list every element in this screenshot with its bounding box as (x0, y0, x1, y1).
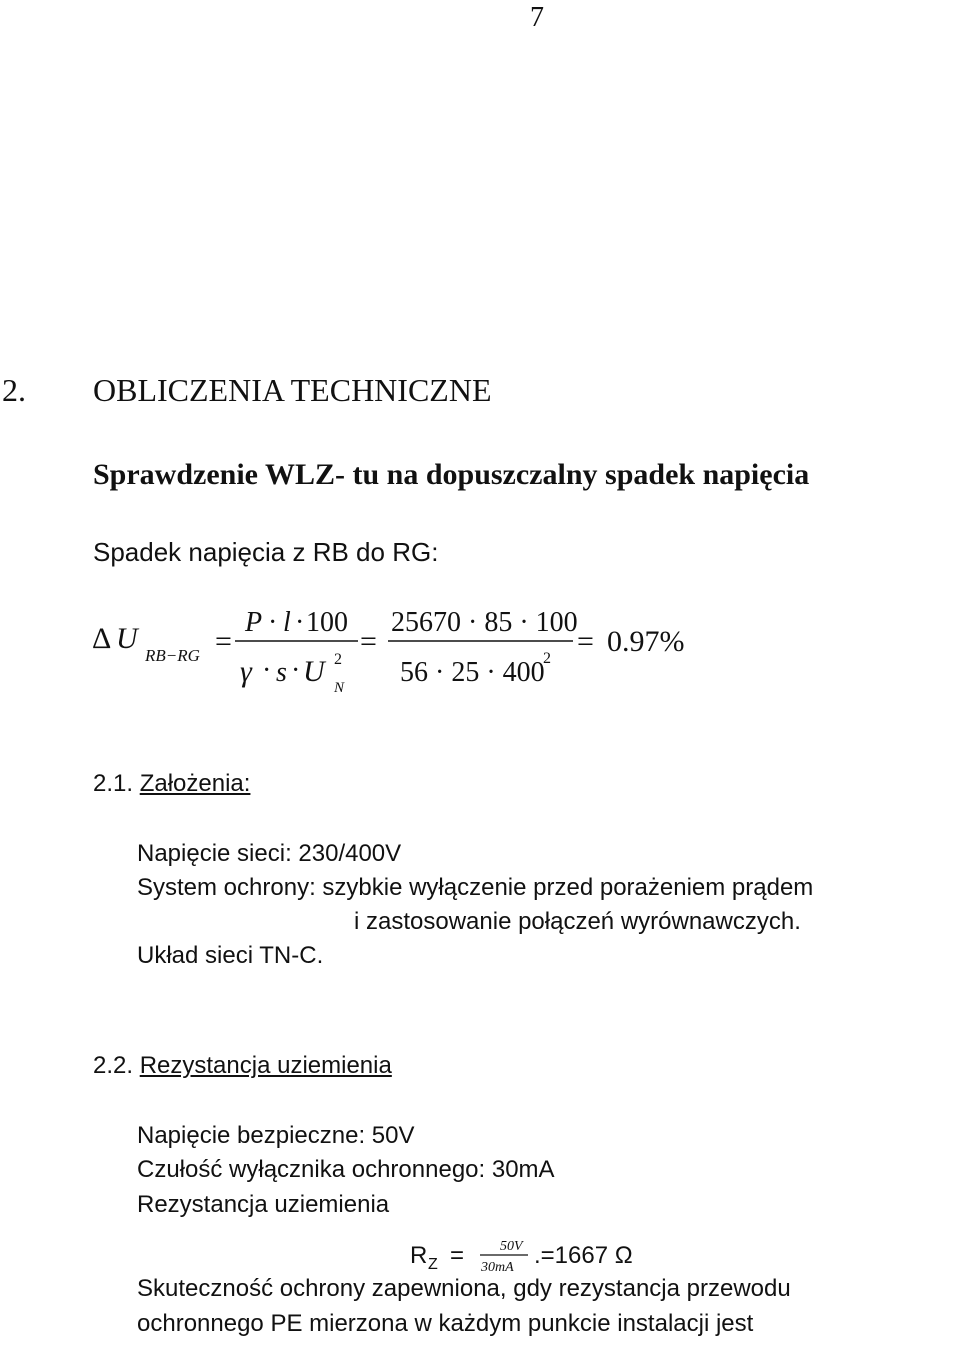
section-title: OBLICZENIA TECHNICZNE (93, 372, 492, 408)
u-subscript: RB−RG (145, 646, 200, 665)
den-dot-1: · (262, 655, 272, 686)
delta-symbol: Δ (92, 622, 112, 655)
closing-line-1: Skuteczność ochrony zapewniona, gdy rezystancja przewodu (137, 1275, 791, 1302)
assumption-line-3: i zastosowanie połączeń wyrównawczych. (354, 908, 801, 935)
result-value: 0.97% (607, 625, 685, 658)
assumption-line-2: System ochrony: szybkie wyłączenie przed porażeniem prądem (137, 874, 814, 901)
rz-denominator: 30mA (481, 1260, 514, 1275)
grounding-number: 2.2. (93, 1052, 134, 1079)
den-dot-2: · (291, 655, 301, 686)
equals-sign-2: = (360, 625, 377, 658)
num-100: 100 (306, 607, 348, 638)
closing-line-2: ochronnego PE mierzona w każdym punkcie instalacji jest (137, 1310, 754, 1337)
grounding-heading (93, 1052, 392, 1080)
rz-symbol: R (410, 1242, 428, 1269)
den-u-sup: 2 (334, 651, 342, 668)
page-number: 7 (530, 2, 544, 33)
den-s: s (276, 657, 287, 688)
assumptions-number: 2.1. (93, 770, 134, 797)
subsection-title: Sprawdzenie WLZ- tu na dopuszczalny spadek napięcia (93, 458, 810, 491)
den-u-sub: N (334, 680, 345, 696)
num-l: l (283, 607, 291, 638)
grounding-title: Rezystancja uziemienia (139, 1052, 392, 1079)
num-p: P (245, 607, 263, 638)
rz-numerator: 50V (500, 1239, 523, 1254)
assumption-line-4: Układ sieci TN-C. (137, 942, 324, 969)
grounding-line-1: Napięcie bezpieczne: 50V (137, 1122, 415, 1149)
num-dot-2: · (295, 607, 305, 638)
equals-sign-3: = (577, 625, 594, 658)
assumptions-title: Założenia: (139, 770, 251, 797)
den-values: 56 · 25 · 400 (400, 657, 545, 688)
section-number: 2. (2, 372, 26, 408)
den-u: U (303, 655, 325, 688)
formula-svg (90, 595, 710, 695)
rz-equals: = (450, 1242, 465, 1269)
den-gamma: γ (240, 655, 252, 688)
num-values: 25670 · 85 · 100 (391, 607, 578, 638)
num-dot-1: · (268, 607, 278, 638)
rz-subscript: Z (428, 1256, 438, 1273)
grounding-line-3: Rezystancja uziemienia (137, 1191, 390, 1218)
intro-text: Spadek napięcia z RB do RG: (93, 537, 439, 567)
grounding-line-2: Czułość wyłącznika ochronnego: 30mA (137, 1156, 555, 1183)
voltage-drop-formula (90, 595, 710, 695)
den-values-sup: 2 (543, 650, 551, 667)
assumptions-heading (93, 770, 250, 798)
rz-result: .=1667 Ω (534, 1242, 633, 1269)
u-symbol: U (116, 622, 138, 655)
equals-sign-1: = (215, 625, 232, 658)
assumption-line-1: Napięcie sieci: 230/400V (137, 840, 402, 867)
